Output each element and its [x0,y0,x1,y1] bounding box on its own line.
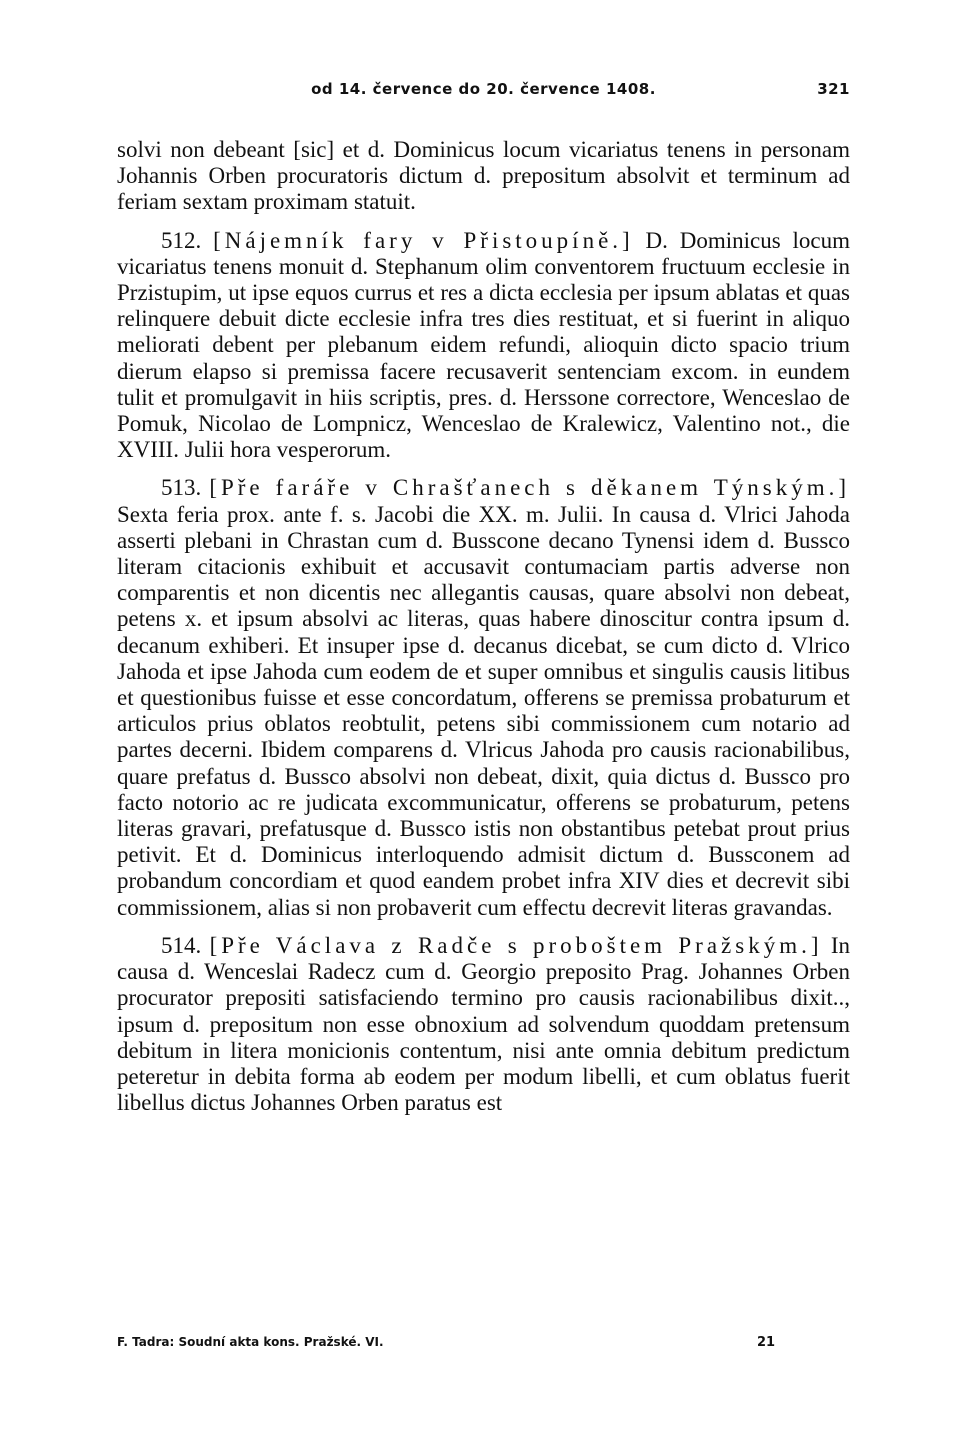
running-title: od 14. července do 20. července 1408. [311,80,656,98]
paragraph-continuation [117,137,850,216]
running-header [117,80,850,102]
entry-text: D. Dominicus locum vicariatus tenens monuit d. Stephanum olim conventorem fructuum ecclesie in Przistupim, ut ipse equos currus et res a dicta ecclesia per ipsum ablatas et quas relinquere debuit dicte ecclesie infra tres dies restituat, et si fuerint in aliquo meliorati debent per plebanum eidem refundi, alioquin dicto spacio trium dierum elapso si premissa facere recusaverit sentenciam excom. in eundem tulit et promulgavit in hiis scriptis, pres. d. Herssone correctore, Wenceslao de Pomuk, Nicolao de Lompnicz, Wenceslao de Kralewicz, Valentino not., die XVIII. Julii hora vesperorum. [117,227,850,463]
entry-512 [117,228,850,464]
source-citation: F. Tadra: Soudní akta kons. Pražské. VI. [117,1335,384,1349]
entry-text: In causa d. Wenceslai Radecz cum d. Georgio preposito Prag. Johannes Orben procurator prepositi satisfaciendo termino pro causis racionabilibus dixit.., ipsum d. prepositum non esse obnoxium ad solvendum quoddam pretensum debitum in litera monicionis contentum, nisi ante omnia debitum predictum peteretur in debita forma ab eodem per modum libelli, et cum oblatus fuerit libellus dictus Johannes Orben paratus est [117,932,850,1116]
entry-heading: [Pře faráře v Chrašťanech s děkanem Týnským.] [209,475,851,501]
entry-514 [117,933,850,1116]
document-body [117,137,850,1116]
entry-text: Sexta feria prox. ante f. s. Jacobi die XX. m. Julii. In causa d. Vlrici Jahoda asserti plebani in Chrastan cum d. Busscone decano Tynensi idem d. Bussco literam citacionis exhibuit et accusavit contumaciam partis adverse non comparentis et non dicentis nec allegantis causas, quare absolvi non debeat, petens x. et ipsum absolvi ac literas, quas habere dinoscitur contra ipsum d. decanum exhiberi. Et insuper ipse d. decanus dicebat, se cum dicto d. Vlrico Jahoda et ipse Jahoda cum eodem de et super omnibus et singulis causis litibus et questionibus fuisse et esse concordatum, offerens se premissa probaturum et articulos prius oblatos reobtulit, petens sibi commissionem cum notario ad partes decerni. Ibidem comparens d. Vlricus Jahoda pro causis racionabilibus, quare prefatus d. Bussco absolvi non debeat, dixit, quia dictus d. Bussco pro facto notorio ac re judicata excommunicatur, offerens se probaturum, petens literas gravari, prefatusque d. Bussco istis non obstantibus petebat prout prius petivit. Et d. Dominicus interloquendo admisit dictum d. Bussconem ad probandum concordiam et quod eandem probet infra XIV dies et decrevit sibi commissionem, alias si non probaverit cum effectu decrevit literas gravandas. [117,501,850,920]
page-footer [117,1335,850,1355]
entry-number: 514. [161,932,210,958]
entry-heading: [Pře Václava z Radče s proboštem Pražským.] [209,932,823,958]
document-page [117,0,850,1440]
paragraph-text: solvi non debeant [sic] et d. Dominicus locum vicariatus tenens in personam Johannis Orben procuratoris dictum d. prepositum absolvit et terminum ad feriam sextam proximam statuit. [117,137,850,215]
entry-heading: [Nájemník fary v Přistoupíně.] [213,227,634,253]
entry-513 [117,475,850,920]
page-number: 321 [817,80,850,98]
entry-number: 513. [161,475,210,501]
entry-number: 512. [161,227,214,253]
signature-mark: 21 [757,1335,776,1350]
